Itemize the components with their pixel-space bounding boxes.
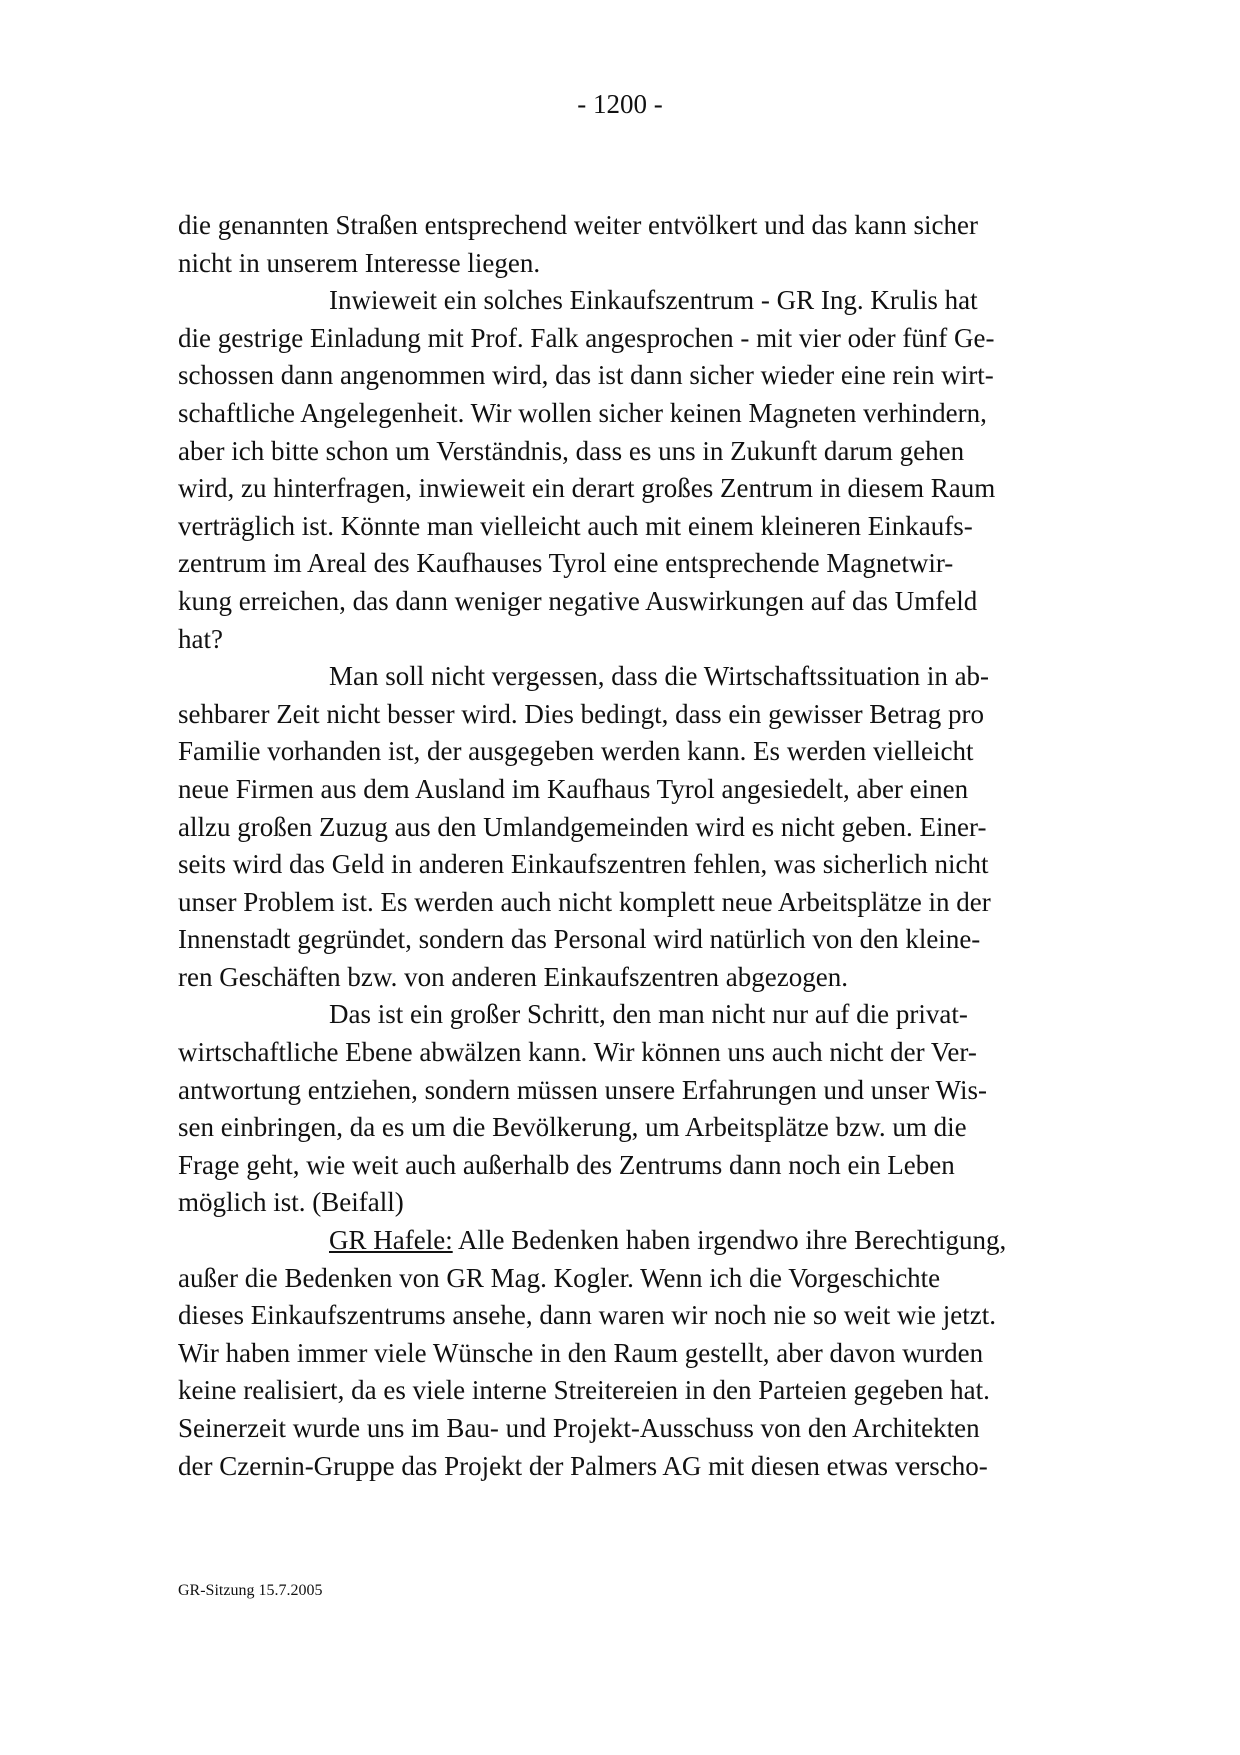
paragraph-start-line: Inwieweit ein solches Einkaufszentrum - GR Ing. Krulis hat [329,285,978,316]
text-line: außer die Bedenken von GR Mag. Kogler. Wenn ich die Vorgeschichte [178,1262,941,1293]
speaker-text: Alle Bedenken haben irgendwo ihre Berechtigung, [452,1225,1007,1256]
text-line: wirtschaftliche Ebene abwälzen kann. Wir können uns auch nicht der Ver- [178,1037,977,1068]
text-line: sehbarer Zeit nicht besser wird. Dies bedingt, dass ein gewisser Betrag pro [178,698,985,729]
text-line: ren Geschäften bzw. von anderen Einkaufszentren abgezogen. [178,961,848,992]
text-line: möglich ist. (Beifall) [178,1187,404,1218]
text-line: schaftliche Angelegenheit. Wir wollen sicher keinen Magneten verhindern, [178,397,987,428]
page-number: - 1200 - [577,89,663,119]
text-line: antwortung entziehen, sondern müssen unsere Erfahrungen und unser Wis- [178,1074,987,1105]
text-line: seits wird das Geld in anderen Einkaufszentren fehlen, was sicherlich nicht [178,849,989,880]
text-line: keine realisiert, da es viele interne Streitereien in den Parteien gegeben hat. [178,1375,990,1406]
speaker-line [178,1222,1068,1260]
text-line: schossen dann angenommen wird, das ist dann sicher wieder eine rein wirt- [178,360,994,391]
text-line: der Czernin-Gruppe das Projekt der Palmers AG mit diesen etwas verscho- [178,1450,988,1481]
text-line: verträglich ist. Könnte man vielleicht auch mit einem kleineren Einkaufs- [178,510,973,541]
footer-session-date: GR-Sitzung 15.7.2005 [178,1582,323,1599]
document-body [178,207,1068,1485]
text-line: die genannten Straßen entsprechend weiter entvölkert und das kann sicher [178,210,978,240]
text-line: Seinerzeit wurde uns im Bau- und Projekt-Ausschuss von den Architekten [178,1413,980,1443]
text-line: allzu großen Zuzug aus den Umlandgemeinden wird es nicht geben. Einer- [178,811,987,842]
text-line: aber ich bitte schon um Verständnis, dass es uns in Zukunft darum gehen [178,435,965,466]
text-line: Innenstadt gegründet, sondern das Personal wird natürlich von den kleine- [178,924,981,955]
text-line: Frage geht, wie weit auch außerhalb des Zentrums dann noch ein Leben [178,1149,955,1180]
text-line: neue Firmen aus dem Ausland im Kaufhaus Tyrol angesiedelt, aber einen [178,773,969,804]
paragraph-start-line: Man soll nicht vergessen, dass die Wirtschaftssituation in ab- [329,661,990,692]
text-line: kung erreichen, das dann weniger negative Auswirkungen auf das Umfeld [178,585,978,616]
text-line: nicht in unserem Interesse liegen. [178,247,541,278]
text-line: die gestrige Einladung mit Prof. Falk angesprochen - mit vier oder fünf Ge- [178,322,995,353]
text-line: zentrum im Areal des Kaufhauses Tyrol eine entsprechende Magnetwir- [178,548,954,579]
text-line: dieses Einkaufszentrums ansehe, dann waren wir noch nie so weit wie jetzt. [178,1300,996,1331]
text-line: Familie vorhanden ist, der ausgegeben werden kann. Es werden vielleicht [178,736,974,767]
text-line: hat? [178,623,223,654]
text-line: Wir haben immer viele Wünsche in den Raum gestellt, aber davon wurden [178,1337,984,1368]
text-line: unser Problem ist. Es werden auch nicht komplett neue Arbeitsplätze in der [178,886,991,917]
text-line: wird, zu hinterfragen, inwieweit ein derart großes Zentrum in diesem Raum [178,473,996,504]
speaker-name: GR Hafele: [329,1225,453,1256]
paragraph-start-line: Das ist ein großer Schritt, den man nicht nur auf die privat- [329,999,968,1030]
text-line: sen einbringen, da es um die Bevölkerung, um Arbeitsplätze bzw. um die [178,1112,967,1143]
